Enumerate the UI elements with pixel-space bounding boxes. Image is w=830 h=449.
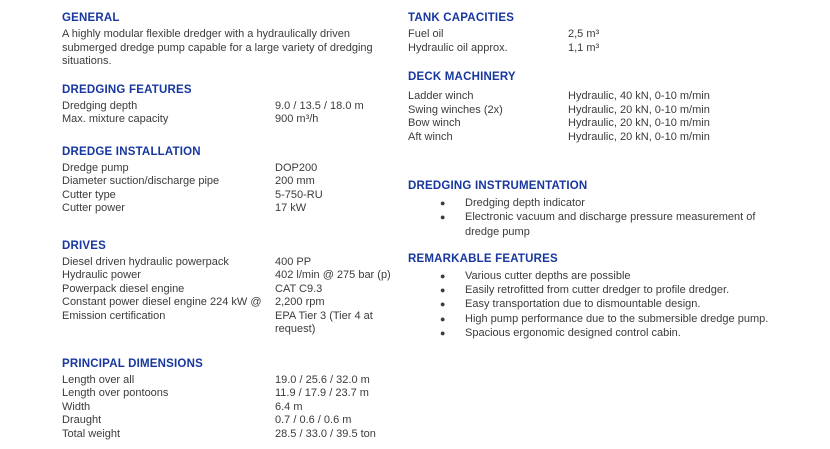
bullet-icon: ●: [440, 313, 446, 324]
spec-value: 1,1 m³: [568, 41, 600, 54]
spec-label: Length over pontoons: [62, 387, 169, 399]
spec-label: Cutter power: [62, 202, 125, 214]
list-item: [440, 283, 822, 297]
section-title-tank-capacities: TANK CAPACITIES: [408, 12, 515, 24]
spec-row: [62, 256, 405, 270]
left-column: [62, 12, 405, 441]
bullet-text: Various cutter depths are possible: [465, 269, 631, 282]
spec-label: Draught: [62, 414, 102, 426]
spec-row: [62, 202, 405, 216]
spec-value: 9.0 / 13.5 / 18.0 m: [275, 99, 364, 112]
list-item: [440, 196, 822, 210]
bullet-icon: ●: [440, 328, 446, 339]
spec-row: [62, 283, 405, 297]
spec-value: 2,200 rpm: [275, 296, 325, 308]
spec-row: [62, 374, 405, 388]
spec-value: CAT C9.3: [275, 282, 323, 295]
spec-label: Diameter suction/discharge pipe: [62, 175, 220, 187]
spec-label: Emission certification: [62, 309, 166, 322]
bullet-text: Dredging depth indicator: [465, 197, 585, 209]
spec-label: Swing winches (2x): [408, 103, 503, 116]
spec-value: 19.0 / 25.6 / 32.0 m: [275, 373, 370, 386]
spec-row: [62, 189, 405, 203]
section-title-dredge-installation: DREDGE INSTALLATION: [62, 145, 201, 158]
spec-label: Fuel oil: [408, 28, 444, 40]
spec-label: Length over all: [62, 373, 135, 386]
spec-label: Width: [62, 400, 91, 413]
spec-row: [62, 387, 405, 401]
bullet-text: Spacious ergonomic designed control cabin.: [465, 327, 681, 340]
spec-value: 5-750-RU: [275, 188, 323, 201]
spec-value: 900 m³/h: [275, 113, 319, 125]
spec-row: [408, 117, 822, 131]
spec-row: [408, 131, 822, 145]
spec-label: Hydraulic oil approx.: [408, 41, 508, 54]
spec-row: [408, 104, 822, 118]
bullet-text: Electronic vacuum and discharge pressure measurement of dredge pump: [465, 211, 756, 238]
list-item: [440, 210, 822, 239]
spec-label: Bow winch: [408, 117, 461, 129]
spec-row: [62, 162, 405, 176]
spec-row: [62, 414, 405, 428]
spec-label: Aft winch: [408, 130, 453, 143]
spec-value: 402 l/min @ 275 bar (p): [275, 269, 391, 281]
spec-value: 17 kW: [275, 202, 307, 214]
spec-value: Hydraulic, 20 kN, 0-10 m/min: [568, 117, 710, 129]
section-deck-machinery: [408, 71, 822, 144]
section-dredge-installation: [62, 146, 405, 216]
spec-row: [62, 175, 405, 189]
spec-value: Hydraulic, 20 kN, 0-10 m/min: [568, 103, 710, 116]
spec-row: [62, 296, 405, 310]
spec-label: Constant power diesel engine 224 kW @: [62, 296, 262, 308]
spec-row: [62, 113, 405, 127]
spec-value: 11.9 / 17.9 / 23.7 m: [275, 387, 369, 399]
list-item: [440, 312, 822, 326]
spec-label: Powerpack diesel engine: [62, 282, 185, 295]
section-dredging-features: [62, 84, 405, 127]
section-title-drives: DRIVES: [62, 239, 107, 252]
section-tank-capacities: [408, 12, 822, 55]
spec-label: Hydraulic power: [62, 269, 141, 281]
spec-row: [408, 28, 822, 42]
bullet-icon: ●: [440, 285, 446, 296]
spec-value: 400 PP: [275, 255, 312, 268]
spec-row: [62, 401, 405, 415]
section-title-principal-dimensions: PRINCIPAL DIMENSIONS: [62, 357, 203, 370]
bullet-list: [408, 196, 822, 239]
bullet-text: High pump performance due to the submersible dredge pump.: [465, 312, 769, 325]
right-column: [408, 12, 822, 340]
spec-label: Total weight: [62, 427, 121, 440]
spec-row: [408, 90, 822, 104]
bullet-text: Easily retrofitted from cutter dredger to profile dredger.: [465, 284, 730, 297]
section-dredging-instrumentation: [408, 180, 822, 239]
spec-value: Hydraulic, 20 kN, 0-10 m/min: [568, 130, 710, 143]
spec-row: [62, 428, 405, 442]
bullet-icon: ●: [440, 299, 446, 310]
bullet-icon: ●: [440, 270, 446, 281]
spec-value: EPA Tier 3 (Tier 4 at request): [275, 309, 373, 335]
spec-label: Diesel driven hydraulic powerpack: [62, 255, 229, 268]
section-title-remarkable-features: REMARKABLE FEATURES: [408, 252, 558, 265]
bullet-list: [408, 269, 822, 340]
list-item: [440, 297, 822, 311]
spec-row: [62, 100, 405, 114]
spec-value: 0.7 / 0.6 / 0.6 m: [275, 414, 352, 426]
spec-row: [62, 269, 405, 283]
section-drives: [62, 240, 405, 337]
bullet-icon: ●: [440, 198, 446, 208]
list-item: [440, 326, 822, 340]
bullet-icon: ●: [440, 212, 446, 223]
section-title-dredging-features: DREDGING FEATURES: [62, 83, 192, 96]
bullet-text: Easy transportation due to dismountable design.: [465, 298, 701, 311]
section-general: [62, 12, 405, 69]
spec-value: 200 mm: [275, 175, 315, 187]
spec-row: [408, 42, 822, 56]
list-item: [440, 269, 822, 283]
section-remarkable-features: [408, 253, 822, 340]
section-title-general: GENERAL: [62, 12, 120, 24]
spec-value: Hydraulic, 40 kN, 0-10 m/min: [568, 90, 710, 102]
section-title-deck-machinery: DECK MACHINERY: [408, 71, 516, 83]
section-principal-dimensions: [62, 358, 405, 442]
general-description: A highly modular flexible dredger with a hydraulically driven submerged dredge pump capable for a large variety of dredging situations.: [62, 28, 373, 67]
spec-label: Cutter type: [62, 188, 116, 201]
spec-row: [62, 310, 405, 337]
spec-label: Dredging depth: [62, 99, 138, 112]
spec-label: Ladder winch: [408, 90, 474, 102]
section-title-dredging-instrumentation: DREDGING INSTRUMENTATION: [408, 180, 588, 192]
spec-value: DOP200: [275, 161, 318, 174]
spec-label: Dredge pump: [62, 161, 129, 174]
spec-value: 28.5 / 33.0 / 39.5 ton: [275, 427, 376, 440]
spec-value: 2,5 m³: [568, 28, 600, 40]
spec-value: 6.4 m: [275, 400, 303, 413]
spec-label: Max. mixture capacity: [62, 113, 169, 125]
